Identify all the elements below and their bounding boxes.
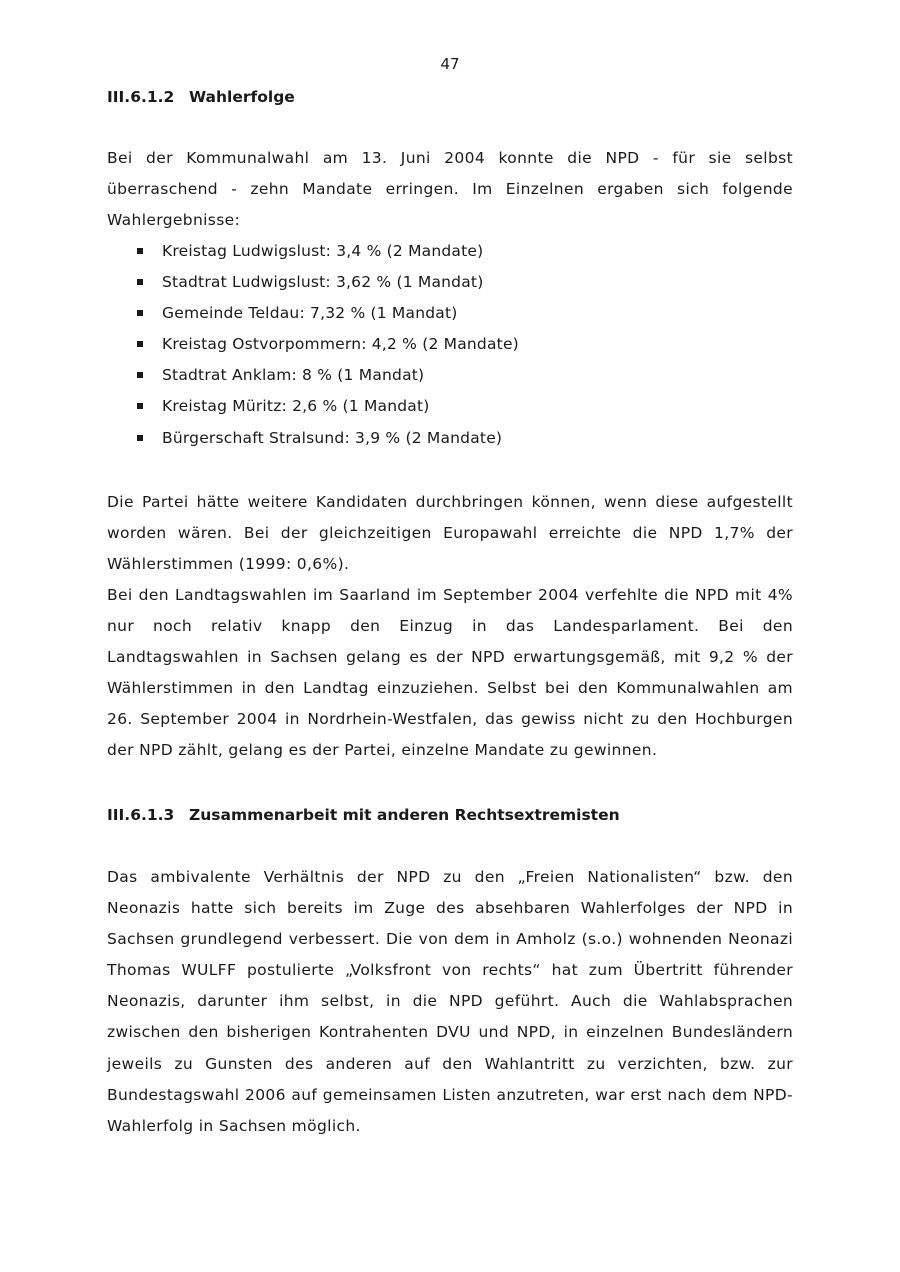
result-text: Stadtrat Anklam: 8 % (1 Mandat) [162,366,425,385]
intro-paragraph: Bei der Kommunalwahl am 13. Juni 2004 konnte die NPD - für sie selbst überraschend - zehn Mandate erringen. Im Einzelnen ergaben sich folgende Wahlergebnisse: [107,149,793,230]
election-results-list [107,236,519,454]
result-text: Gemeinde Teldau: 7,32 % (1 Mandat) [162,304,458,323]
list-item [107,298,519,329]
list-item [107,329,519,360]
section-number: III.6.1.2 [107,88,175,106]
result-text: Kreistag Müritz: 2,6 % (1 Mandat) [162,397,430,416]
section-title: Zusammenarbeit mit anderen Rechtsextremisten [189,806,620,824]
party-candidates-paragraph: Die Partei hätte weitere Kandidaten durchbringen können, wenn diese aufgestellt worden wären. Bei der gleichzeitigen Europawahl erreichte die NPD 1,7% der Wählerstimmen (1999: 0,6%). [107,493,793,574]
bullet-icon [137,372,143,378]
section-title: Wahlerfolge [189,88,295,106]
bullet-icon [137,341,143,347]
bullet-icon [137,403,143,409]
list-item [107,236,519,267]
bullet-icon [137,310,143,316]
list-item [107,360,519,391]
list-item [107,423,519,454]
result-text: Stadtrat Ludwigslust: 3,62 % (1 Mandat) [162,273,484,292]
bullet-icon [137,279,143,285]
result-text: Kreistag Ludwigslust: 3,4 % (2 Mandate) [162,242,484,260]
page-number: 47 [440,55,460,73]
result-text: Bürgerschaft Stralsund: 3,9 % (2 Mandate) [162,428,503,447]
result-text: Kreistag Ostvorpommern: 4,2 % (2 Mandate) [162,335,519,354]
section-heading-zusammenarbeit [107,805,620,825]
bullet-icon [137,435,143,441]
section-number: III.6.1.3 [107,806,175,824]
list-item [107,391,519,422]
cooperation-paragraph: Das ambivalente Verhältnis der NPD zu den „Freien Nationalisten“ bzw. den Neonazis hatte sich bereits im Zuge des absehbaren Wahlerfolges der NPD in Sachsen grundlegend verbessert. Die von dem in Amholz (s.o.) wohnenden Neonazi Thomas WULFF postulierte „Volksfront von rechts“ hat zum Übertritt führender Neonazis, darunter ihm selbst, in die NPD geführt. Auch die Wahlabsprachen zwischen den bisherigen Kontrahenten DVU und NPD, in einzelnen Bundesländern jeweils zu Gunsten des anderen auf den Wahlantritt zu verzichten, bzw. zur Bundestagswahl 2006 auf gemeinsamen Listen anzutreten, war erst nach dem NPD-Wahlerfolg in Sachsen möglich. [107,868,793,1135]
bullet-icon [137,248,143,254]
landtag-elections-paragraph: Bei den Landtagswahlen im Saarland im September 2004 verfehlte die NPD mit 4% nur noch relativ knapp den Einzug in das Landesparlament. Bei den Landtagswahlen in Sachsen gelang es der NPD erwartungsgemäß, mit 9,2 % der Wählerstimmen in den Landtag einzuziehen. Selbst bei den Kommunalwahlen am 26. September 2004 in Nordrhein-Westfalen, das gewiss nicht zu den Hochburgen der NPD zählt, gelang es der Partei, einzelne Mandate zu gewinnen. [107,586,793,760]
list-item [107,267,519,298]
section-heading-wahlerfolge [107,87,295,107]
